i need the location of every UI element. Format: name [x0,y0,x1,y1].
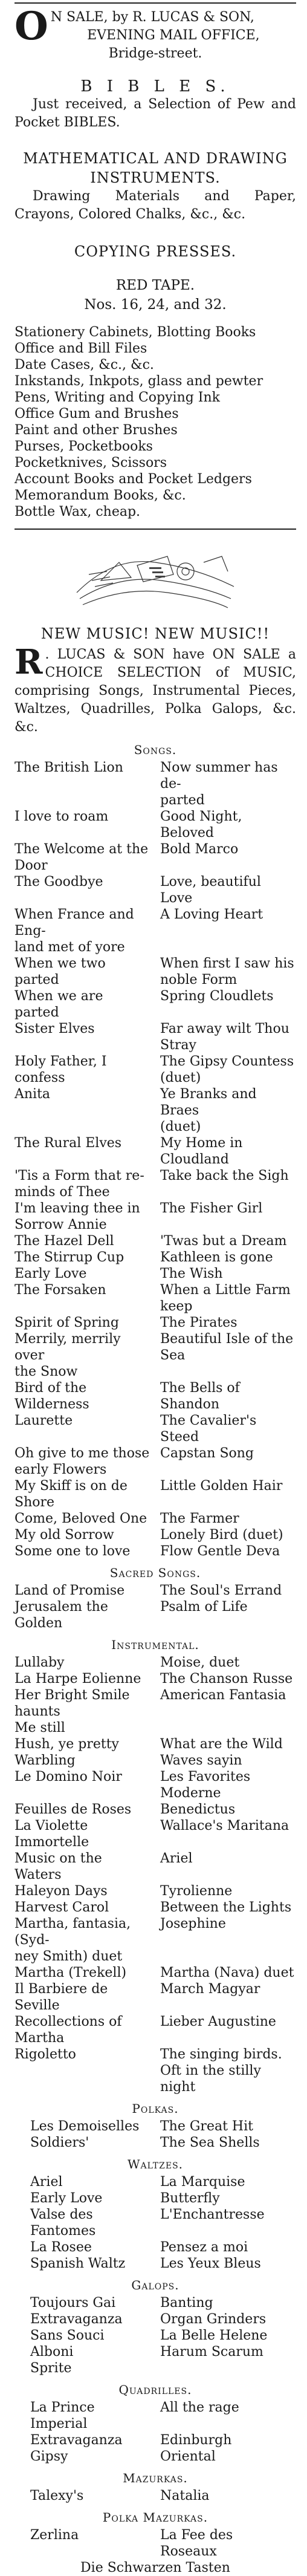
list-item: Feuilles de Roses [15,1802,132,1817]
list-item: My old Sorrow [15,1527,114,1543]
list-item: Sister Elves [15,1021,95,1036]
list-item: When we two parted [15,956,106,987]
list-item: Music on the Waters [15,1851,102,1882]
songs-list [15,759,296,1560]
waltzes-list [15,2174,296,2272]
sacred-list [15,1582,296,1631]
ad1-line1: N SALE, by R. LUCAS & SON, [50,10,254,25]
list-item: Josephine [160,1916,226,1931]
list-item: La Violette Immortelle [15,1818,89,1850]
list-item [15,2063,150,2095]
math-title: MATHEMATICAL AND DRAWING INSTRUMENTS. [23,150,288,186]
list-item: The Gipsy Countess (duet) [160,1054,294,1085]
ad1-dropcap: O [15,4,48,49]
list-item: When we are parted [15,989,103,1020]
list-item: Toujours Gai [30,2295,116,2311]
list-item: Come, Beloved One [15,1511,147,1526]
list-item: Harum Scarum [160,2344,263,2360]
list-item: Good Night, Beloved [160,809,242,841]
mazurkas-list [15,2488,296,2504]
list-item: Office and Bill Files [15,341,147,356]
waltzes-heading: Waltzes. [127,2157,184,2171]
list-item: Gipsy [30,2449,68,2464]
list-item: I love to roam [15,809,109,824]
list-item: Take back the Sigh [160,1168,289,1183]
list-item: The British Lion [15,760,123,775]
ad1-line2: EVENING MAIL OFFICE, [87,28,260,43]
list-item: Il Barbiere de Seville [15,1982,108,2013]
list-item: Extravaganza [30,2433,123,2448]
list-item: Bold Marco [160,842,239,857]
list-item: La Belle Helene [160,2328,268,2343]
math-text: Drawing Materials and Paper, Crayons, Colored Chalks, &c., &c. [15,189,296,222]
list-item: Soldiers' [30,2135,89,2150]
instrumental-list [15,1654,296,2095]
top-rule [15,2,296,4]
list-item: Anita [15,1087,51,1102]
list-item: Little Golden Hair [160,1478,283,1494]
list-item: Pens, Writing and Copying Ink [15,390,221,405]
list-item: Talexy's [30,2488,84,2503]
list-item: Hush, ye pretty Warbling [15,1737,119,1768]
quadrilles-list [15,2399,296,2465]
list-item: Jerusalem the Golden [15,1599,108,1631]
polkas-list [15,2118,296,2151]
galops-list [15,2295,296,2376]
list-item: Pensez a moi [160,2240,248,2255]
ad2-intro-text: . LUCAS & SON have ON SALE a CHOICE SELECTION of MUSIC, comprising Songs, Instrumental Pieces, Waltzes, Quadrilles, Polka Galops, &c. &c. [15,647,296,735]
sacred-heading: Sacred Songs. [109,1566,201,1580]
list-item: Recollections of Martha [15,2014,122,2046]
list-item: The Cavalier's Steed [160,1413,257,1445]
list-item: Sprite [30,2361,72,2376]
list-item: The singing birds. [160,2047,282,2062]
list-item: Martha, fantasia, (Syd- ney Smith) duet [15,1916,131,1964]
list-item: My Home in Cloudland [160,1136,243,1167]
list-item: The Chanson Russe [160,1671,293,1686]
ad1-line3: Bridge-street. [108,46,202,61]
new-music-heading: NEW MUSIC! NEW MUSIC!! [40,625,270,642]
list-item: March Magyar [160,1982,260,1997]
instrumental-heading: Instrumental. [111,1638,199,1652]
ad2-intro [15,642,296,737]
list-item: Oh give to me those early Flowers [15,1446,150,1477]
list-item: La Marquise [160,2174,245,2190]
list-item: Wallace's Maritana [160,1818,289,1833]
list-item: Beautiful Isle of the Sea [160,1332,294,1363]
list-item: The Stirrup Cup [15,1250,124,1265]
list-item: Laurette [15,1413,73,1428]
list-item: Early Love [15,1266,87,1281]
list-item: The Great Hit [160,2119,253,2134]
list-item: Pocketknives, Scissors [15,455,167,470]
list-item: Kathleen is gone [160,1250,273,1265]
list-item: The Pirates [160,1315,238,1330]
ad2-dropcap: R [15,642,43,682]
list-item: Extravaganza [30,2312,123,2327]
list-item: All the rage [160,2400,239,2415]
list-item: Benedictus [160,1802,236,1817]
list-item: Alboni [30,2344,74,2360]
list-item: Valse des Fantomes [30,2207,96,2239]
list-item: L'Enchantresse [160,2207,265,2222]
list-item: Stationery Cabinets, Blotting Books [15,325,256,340]
list-item: La Harpe Eolienne [15,1671,141,1686]
bibles-title: B I B L E S. [80,77,230,96]
polka-mazurkas-heading: Polka Mazurkas. [102,2510,208,2525]
separator-rule [15,529,296,530]
music-engraving [65,538,246,617]
list-item: The Fisher Girl [160,1201,263,1216]
list-item: Some one to love [15,1544,131,1559]
list-item: Office Gum and Brushes [15,406,179,421]
music-instruments-illustration [65,538,246,617]
list-item: Capstan Song [160,1446,254,1461]
songs-heading: Songs. [134,743,177,757]
list-item: Purses, Pocketbooks [15,439,153,454]
stationery-list [15,324,296,520]
list-item: Account Books and Pocket Ledgers [15,472,252,487]
list-item: Martha (Nava) duet [160,1965,294,1980]
list-item: Flow Gentle Deva [160,1544,280,1559]
list-item: Memorandum Books, &c. [15,488,186,503]
polka-mazurka-last: Die Schwarzen Tasten [80,2560,230,2575]
list-item [160,2360,280,2376]
list-item: Les Yeux Bleus [160,2256,261,2271]
list-item: 'Twas but a Dream [160,1234,287,1249]
list-item: The Soul's Errand [160,1583,282,1598]
list-item: When France and Eng- land met of yore [15,907,134,955]
list-item: Spanish Waltz [30,2256,126,2271]
list-item: La Prince Imperial [30,2400,95,2431]
list-item: La Fee des Roseaux [160,2528,233,2559]
bibles-text: Just received, a Selection of Pew and Pocket BIBLES. [15,97,296,130]
list-item: Date Cases, &c., &c. [15,357,154,372]
list-item: Oriental [160,2449,216,2464]
list-item: Inkstands, Inkpots, glass and pewter [15,374,263,389]
list-item: The Sea Shells [160,2135,260,2150]
red-tape-nos: Nos. 16, 24, and 32. [84,297,227,313]
list-item: La Rosee [30,2240,92,2255]
list-item: Les Demoiselles [30,2119,140,2134]
list-item: Martha (Trekell) [15,1965,127,1980]
list-item: Bottle Wax, cheap. [15,504,141,519]
list-item: Early Love [30,2191,103,2206]
list-item: Between the Lights [160,1900,292,1915]
list-item: Oft in the stilly night [160,2063,261,2095]
list-item: The Wish [160,1266,223,1281]
list-item: What are the Wild Waves sayin [160,1737,283,1768]
list-item: Ariel [160,1851,193,1866]
list-item: 'Tis a Form that re- minds of Thee [15,1168,144,1200]
list-item: Ariel [30,2174,63,2190]
list-item: Zerlina [30,2528,79,2543]
list-item: Moise, duet [160,1655,240,1670]
list-item: Organ Grinders [160,2312,267,2327]
list-item: Sans Souci [30,2328,105,2343]
list-item: The Hazel Dell [15,1234,114,1249]
list-item: Lieber Augustine [160,2014,276,2029]
list-item: Butterfly [160,2191,220,2206]
list-item: Lullaby [15,1655,65,1670]
list-item: Tyrolienne [160,1884,233,1899]
red-tape: RED TAPE. [115,278,195,293]
list-item: A Loving Heart [160,907,263,922]
list-item: Her Bright Smile haunts Me still [15,1688,130,1735]
list-item: Haleyon Days [15,1884,108,1899]
list-item: Psalm of Life [160,1599,248,1615]
list-item: Bird of the Wilderness [15,1381,89,1412]
quadrilles-heading: Quadrilles. [118,2382,192,2397]
list-item: American Fantasia [160,1688,286,1703]
polka-mazurkas-list [15,2527,296,2560]
list-item: Love, beautiful Love [160,874,261,906]
list-item: Spirit of Spring [15,1315,119,1330]
list-item: I'm leaving thee in Sorrow Annie [15,1201,140,1232]
list-item: Banting [160,2295,213,2311]
copying-presses: COPYING PRESSES. [74,243,237,260]
list-item: Now summer has de- parted [160,760,278,808]
ad1-header [15,4,296,63]
list-item: Le Domino Noir [15,1769,122,1784]
list-item: When first I saw his noble Form [160,956,294,987]
list-item: The Rural Elves [15,1136,122,1151]
list-item: Ye Branks and Braes (duet) [160,1087,257,1134]
list-item: Holy Father, I confess [15,1054,107,1085]
list-item: Spring Cloudlets [160,989,274,1004]
list-item: When a Little Farm keep [160,1283,291,1314]
galops-heading: Galops. [131,2278,179,2292]
list-item: Far away wilt Thou Stray [160,1021,289,1053]
list-item: Harvest Carol [15,1900,109,1915]
list-item: The Forsaken [15,1283,106,1298]
list-item: My Skiff is on de Shore [15,1478,128,1510]
list-item: Land of Promise [15,1583,125,1598]
polkas-heading: Polkas. [132,2101,179,2116]
list-item: The Bells of Shandon [160,1381,240,1412]
list-item: Natalia [160,2488,210,2503]
list-item: Lonely Bird (duet) [160,1527,283,1543]
list-item: The Farmer [160,1511,239,1526]
list-item: Les Favorites Moderne [160,1769,251,1801]
list-item: Merrily, merrily over the Snow [15,1332,121,1379]
list-item: Edinburgh [160,2433,232,2448]
list-item: Paint and other Brushes [15,423,178,438]
list-item: Rigoletto [15,2047,76,2062]
mazurkas-heading: Mazurkas. [123,2471,188,2485]
list-item: The Welcome at the Door [15,842,149,873]
list-item: The Goodbye [15,874,103,890]
